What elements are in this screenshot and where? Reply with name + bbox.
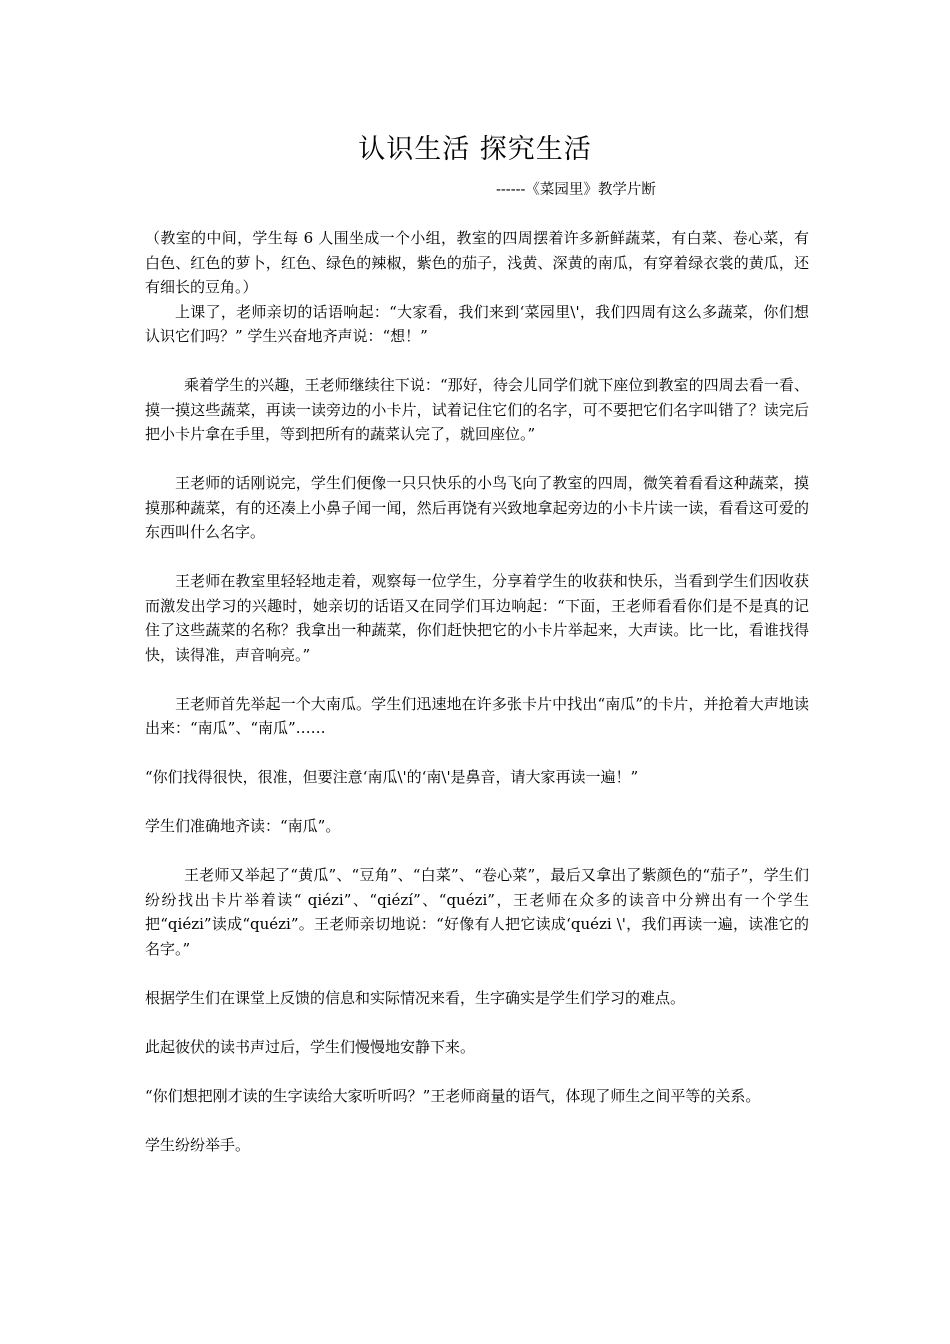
document-title: 认识生活 探究生活: [358, 134, 592, 165]
document-subtitle: ------《菜园里》教学片断: [496, 182, 656, 198]
paragraph-teacher-instructions: 乘着学生的兴趣，王老师继续往下说：“那好，待会儿同学们就下座位到教室的四周去看一看、摸一摸这些蔬菜，再读一读旁边的小卡片，试着记住它们的名字，可不要把它们名字叫错了？读完后把小卡片拿在手里，等到把所有的蔬菜认完了，就回座位。”: [145, 376, 809, 443]
paragraph-teacher-observes: 王老师在教室里轻轻地走着，观察每一位学生，分享着学生的收获和快乐，当看到学生们因收获而激发出学习的兴趣时，她亲切的话语又在同学们耳边响起：“下面，王老师看看你们是不是真的记住了这些蔬菜的名称？我拿出一种蔬菜，你们赶快把它的小卡片举起来，大声读。比一比，看谁找得快，读得准，声音响亮。”: [145, 572, 809, 664]
paragraph-class-begins: 上课了，老师亲切的话语响起：“大家看，我们来到‘菜园里\'，我们四周有这么多蔬菜，你们想认识它们吗？” 学生兴奋地齐声说：“想！”: [145, 302, 809, 345]
paragraph-difficulty: 根据学生们在课堂上反馈的信息和实际情况来看，生字确实是学生们学习的难点。: [145, 988, 686, 1007]
paragraph-scene-setting: （教室的中间，学生每 6 人围坐成一个小组，教室的四周摆着许多新鲜蔬菜，有白菜、卷心菜，有白色、红色的萝卜，红色、绿色的辣椒，紫色的茄子，浅黄、深黄的南瓜，有穿着绿衣裳的黄瓜，还有细长的豆角。）: [145, 229, 809, 296]
paragraph-eggplant: 王老师又举起了“黄瓜”、“豆角”、“白菜”、“卷心菜”，最后又拿出了紫颜色的“茄子”，学生们纷纷找出卡片举着读“ qiézi”、“qiézí”、“quézi”，王老师在众多的读音中分辨出有一个学生把“qiézi”读成“quézi”。王老师亲切地说：“好像有人把它读成‘quézi \'，我们再读一遍，读准它的名字。”: [145, 866, 809, 958]
paragraph-quiet-down: 此起彼伏的读书声过后，学生们慢慢地安静下来。: [145, 1037, 476, 1056]
paragraph-students-explore: 王老师的话刚说完，学生们便像一只只快乐的小鸟飞向了教室的四周，微笑着看看这种蔬菜，摸摸那种蔬菜，有的还凑上小鼻子闻一闻，然后再饶有兴致地拿起旁边的小卡片读一读，看看这可爱的东西叫什么名字。: [145, 474, 809, 541]
paragraph-teacher-question: “你们想把刚才读的生字读给大家听听吗？”王老师商量的语气，体现了师生之间平等的关系。: [145, 1086, 761, 1105]
paragraph-read-together: 学生们准确地齐读：“南瓜”。: [145, 817, 341, 835]
paragraph-nasal-sound: “你们找得很快，很准，但要注意‘南瓜\'的‘南\'是鼻音，请大家再读一遍！”: [145, 768, 639, 786]
paragraph-pumpkin: 王老师首先举起一个大南瓜。学生们迅速地在许多张卡片中找出“南瓜”的卡片，并抢着大声地读出来：“南瓜”、“南瓜”……: [145, 694, 809, 737]
document-body: [145, 226, 809, 1157]
paragraph-hands-raised: 学生纷纷举手。: [145, 1135, 251, 1154]
